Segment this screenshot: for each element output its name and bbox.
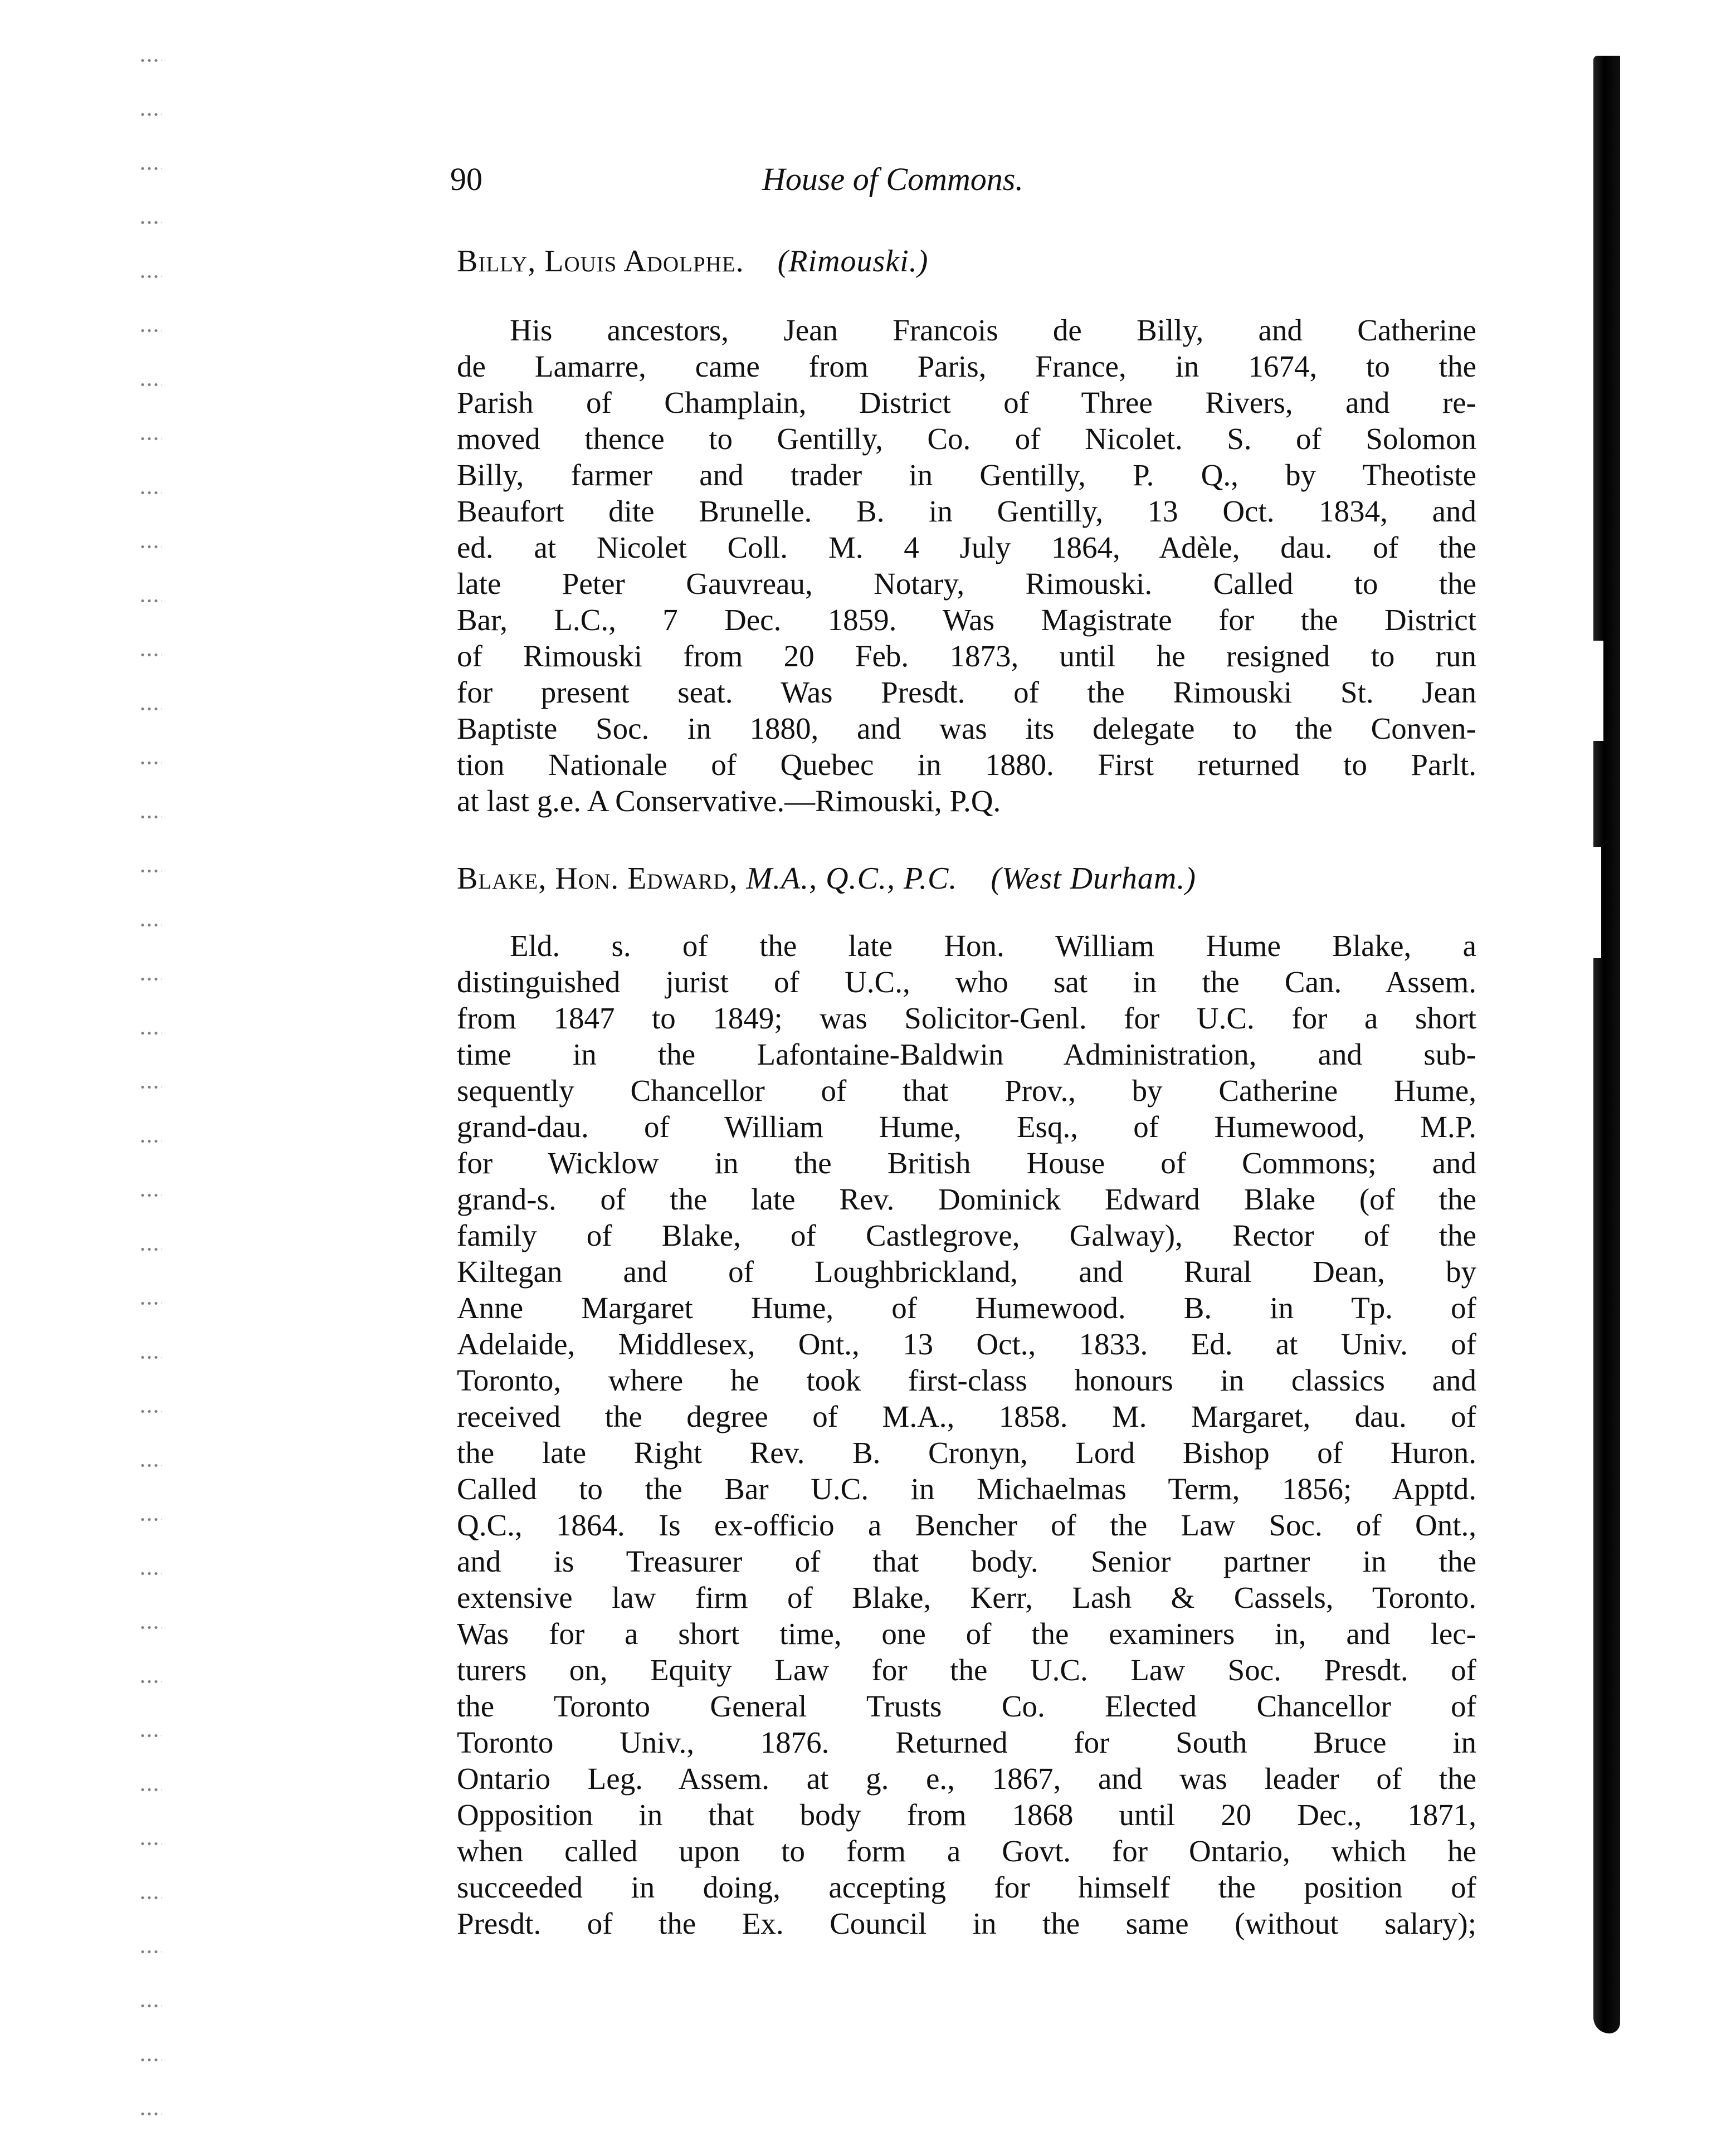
text-line: Opposition in that body from 1868 until 20 Dec., 1871, xyxy=(457,1798,1476,1832)
scan-binding-specks xyxy=(139,33,162,2128)
page-number: 90 xyxy=(450,161,482,197)
entry-heading-billy xyxy=(457,243,928,279)
entry-body-blake xyxy=(457,928,1476,1942)
running-title: House of Commons. xyxy=(762,161,1023,197)
text-line: from 1847 to 1849; was Solicitor-Genl. for U.C. for a short xyxy=(457,1001,1476,1035)
scan-page-edge-shadow xyxy=(1593,56,1620,2033)
entry-heading-blake xyxy=(457,861,1196,896)
text-line: turers on, Equity Law for the U.C. Law Soc. Presdt. of xyxy=(457,1653,1476,1687)
text-line: Was for a short time, one of the examiners in, and lec- xyxy=(457,1617,1476,1651)
text-line: Kiltegan and of Loughbrickland, and Rural Dean, by xyxy=(457,1255,1476,1289)
entry-name: Billy, Louis Adolphe. xyxy=(457,244,744,279)
text-line: of Rimouski from 20 Feb. 1873, until he resigned to run xyxy=(457,639,1476,673)
entry-constituency: (West Durham.) xyxy=(991,861,1196,896)
text-line: Baptiste Soc. in 1880, and was its delegate to the Conven- xyxy=(457,711,1476,745)
text-line: grand-s. of the late Rev. Dominick Edward Blake (of the xyxy=(457,1182,1476,1216)
text-line: distinguished jurist of U.C., who sat in the Can. Assem. xyxy=(457,965,1476,999)
text-line: late Peter Gauvreau, Notary, Rimouski. Called to the xyxy=(457,567,1476,601)
text-line: Anne Margaret Hume, of Humewood. B. in Tp. of xyxy=(457,1291,1476,1325)
text-line: His ancestors, Jean Francois de Billy, and Catherine xyxy=(510,313,1476,347)
text-line: Parish of Champlain, District of Three Rivers, and re- xyxy=(457,386,1476,420)
entry-body-billy xyxy=(457,312,1476,819)
text-line: Bar, L.C., 7 Dec. 1859. Was Magistrate for the District xyxy=(457,603,1476,637)
text-line: sequently Chancellor of that Prov., by Catherine Hume, xyxy=(457,1074,1476,1108)
text-line: moved thence to Gentilly, Co. of Nicolet. S. of Solomon xyxy=(457,422,1476,456)
text-line: Q.C., 1864. Is ex-officio a Bencher of the Law Soc. of Ont., xyxy=(457,1508,1476,1542)
running-head xyxy=(450,160,1119,205)
text-line: Ontario Leg. Assem. at g. e., 1867, and was leader of the xyxy=(457,1762,1476,1796)
text-line: the Toronto General Trusts Co. Elected Chancellor of xyxy=(457,1689,1476,1723)
text-line: family of Blake, of Castlegrove, Galway), Rector of the xyxy=(457,1218,1476,1252)
text-line: Toronto, where he took first-class honours in classics and xyxy=(457,1363,1476,1397)
text-line: Called to the Bar U.C. in Michaelmas Term, 1856; Apptd. xyxy=(457,1472,1476,1506)
text-line: received the degree of M.A., 1858. M. Margaret, dau. of xyxy=(457,1399,1476,1433)
text-line: Presdt. of the Ex. Council in the same (without salary); xyxy=(457,1906,1476,1940)
text-line: and is Treasurer of that body. Senior partner in the xyxy=(457,1544,1476,1578)
text-line: Eld. s. of the late Hon. William Hume Blake, a xyxy=(510,929,1476,963)
text-line: Adelaide, Middlesex, Ont., 13 Oct., 1833. Ed. at Univ. of xyxy=(457,1327,1476,1361)
entry-constituency: (Rimouski.) xyxy=(777,244,929,279)
text-line: de Lamarre, came from Paris, France, in 1674, to the xyxy=(457,349,1476,383)
text-line: Billy, farmer and trader in Gentilly, P. Q., by Theotiste xyxy=(457,458,1476,492)
text-line: when called upon to form a Govt. for Ontario, which he xyxy=(457,1834,1476,1868)
text-line: tion Nationale of Quebec in 1880. First returned to Parlt. xyxy=(457,748,1476,782)
text-line: at last g.e. A Conservative.—Rimouski, P.Q. xyxy=(457,784,1001,818)
text-line: time in the Lafontaine-Baldwin Administration, and sub- xyxy=(457,1037,1476,1071)
scan-edge-notch xyxy=(1593,847,1601,958)
text-line: succeeded in doing, accepting for himself the position of xyxy=(457,1870,1476,1904)
text-line: grand-dau. of William Hume, Esq., of Humewood, M.P. xyxy=(457,1110,1476,1144)
text-line: for present seat. Was Presdt. of the Rimouski St. Jean xyxy=(457,675,1476,709)
text-line: Toronto Univ., 1876. Returned for South Bruce in xyxy=(457,1725,1476,1759)
entry-name: Blake, Hon. Edward, xyxy=(457,861,738,896)
text-line: the late Right Rev. B. Cronyn, Lord Bishop of Huron. xyxy=(457,1436,1476,1470)
text-line: for Wicklow in the British House of Commons; and xyxy=(457,1146,1476,1180)
entry-honours: M.A., Q.C., P.C. xyxy=(746,861,958,896)
scan-edge-notch xyxy=(1593,641,1603,741)
text-line: extensive law firm of Blake, Kerr, Lash & Cassels, Toronto. xyxy=(457,1581,1476,1614)
text-line: ed. at Nicolet Coll. M. 4 July 1864, Adèle, dau. of the xyxy=(457,530,1476,564)
text-line: Beaufort dite Brunelle. B. in Gentilly, 13 Oct. 1834, and xyxy=(457,494,1476,528)
